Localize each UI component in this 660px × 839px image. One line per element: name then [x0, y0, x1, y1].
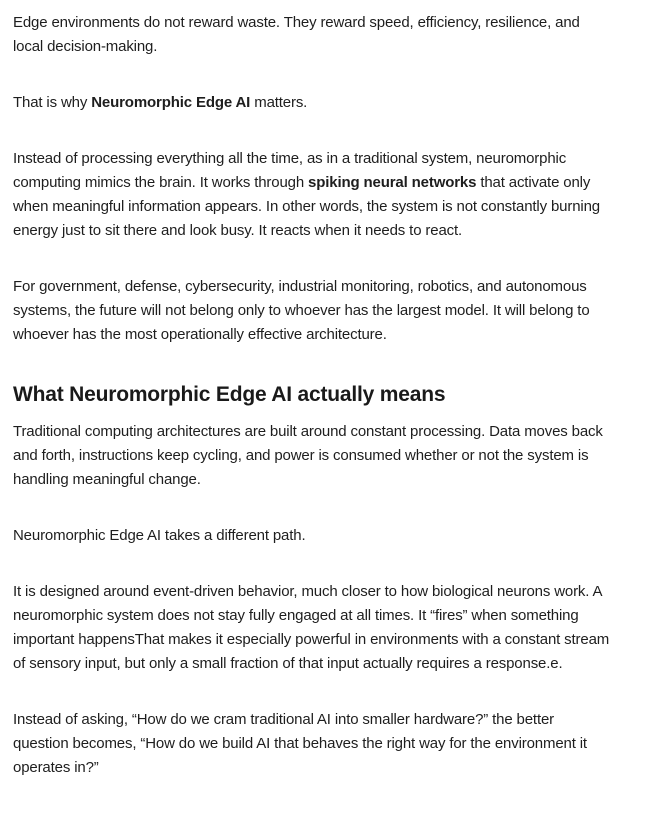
paragraph-different-path: Neuromorphic Edge AI takes a different path.: [13, 527, 306, 544]
paragraph-edge-environments: Edge environments do not reward waste. They reward speed, efficiency, resilience, and local decision-making.: [13, 14, 580, 55]
text-run: Instead of processing everything all the time, as in a traditional system, neuromorphic computing mimics the brain. It works through: [13, 150, 567, 191]
text-run: matters.: [250, 94, 308, 111]
paragraph-event-driven: It is designed around event-driven behavior, much closer to how biological neurons work. A neuromorphic system does not stay fully engaged at all times. It “fires” when something important happensThat makes it especially powerful in environments with a constant stream of sensory input, but only a small fraction of that input actually requires a response.e.: [13, 583, 610, 672]
text-run: That is why: [13, 94, 92, 111]
paragraph-why-it-matters: [13, 91, 612, 115]
bold-text-spiking-neural-networks: spiking neural networks: [308, 174, 477, 191]
section-heading-what-it-means: What Neuromorphic Edge AI actually means: [13, 383, 446, 406]
paragraph-traditional-architectures: Traditional computing architectures are built around constant processing. Data moves back and forth, instructions keep cycling, and power is consumed whether or not the system is handling meaningful change.: [13, 423, 603, 488]
paragraph-government-defense: For government, defense, cybersecurity, industrial monitoring, robotics, and autonomous systems, the future will not belong only to whoever has the largest model. It will belong to whoever has the most operationally effective architecture.: [13, 278, 590, 343]
paragraph-spiking-neural-networks: [13, 147, 612, 243]
text-run: that activate only when meaningful information appears. In other words, the system is not constantly burning energy just to sit there and look busy. It reacts when it needs to react.: [13, 174, 600, 239]
bold-text-neuromorphic-edge-ai: Neuromorphic Edge AI: [91, 94, 251, 111]
paragraph-better-question: Instead of asking, “How do we cram traditional AI into smaller hardware?” the better question becomes, “How do we build AI that behaves the right way for the environment it operates in?”: [13, 711, 587, 776]
